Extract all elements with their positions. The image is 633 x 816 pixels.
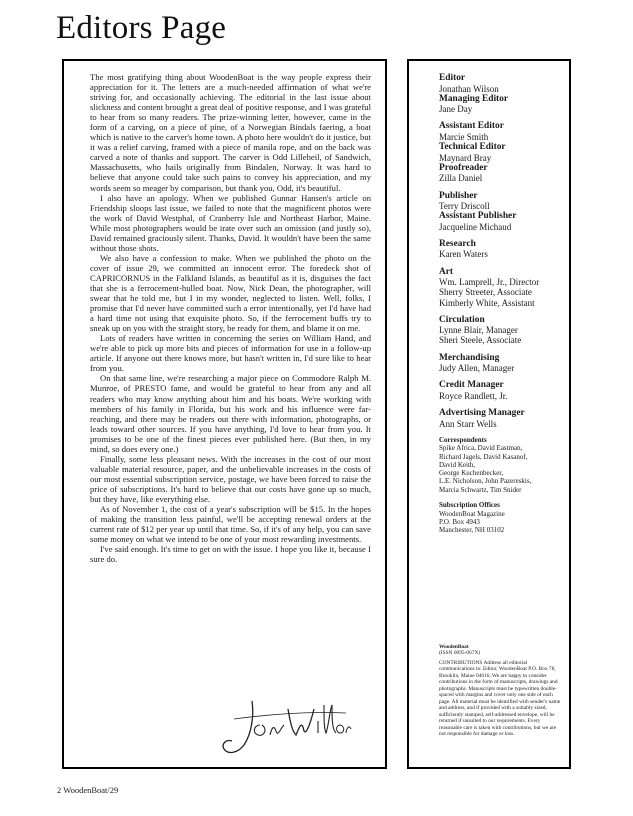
contributions-text: CONTRIBUTIONS Address all editorial communications to: Editor, WoodenBoat P.O. Box 78, Brooklin, Maine 04616. We are happy to consider contributions in the form of manuscripts, drawings and photographs. Manuscripts must be typewritten double-spaced with margins and cover only one side of each page. All material must be identified with sender's name and address, and if provided with a suitably sized, sufficiently stamped, self-addressed envelope, will be returned if unsuited to our requirements. Every reasonable care is taken with contributions, but we are not responsible for damage or loss. <box>439 659 561 738</box>
signature-image <box>214 695 354 759</box>
masthead-name: Ann Starr Wells <box>439 418 497 429</box>
article-paragraph-3: We also have a confession to make. When we published the photo on the cover of issue 29, we committed an innocent error. The foredeck shot of CAPRICORNUS in the Falkland Islands, as beautiful as it is, disguises the fact that she is a ferrocement-hulled boat. Now, Nick Dean, the photographer, will swear that he told me, but I in my wonder, neglected to listen. Well, folks, I promise that I'd never have committed such a error intentionally, yet I'd have had a hard time not using that exquisite photo. So, if the ferrocement buffs try to sneak up on you with the straight story, be ready for them, and blame it on me. <box>90 252 371 334</box>
article-paragraph-1: The most gratifying thing about WoodenBoat is the way people express their appreciation for it. The letters are a much-needed affirmation of what we're striving for, and occasionally achieving. The editorial in the last issue about slickness and content brought a great deal of positive response, and I was grateful to hear from so many readers. The prize-winning letter, however, came in the form of a carving, on a piece of pine, of a Norwegian Bindals faering, a boat which is native to the carver's home town. A photo here wouldn't do it justice, but it was a relief carving, framed with a piece of manila rope, and on the back was carved a note of thanks and support. The carver is Odd Lilleheil, of Sandwich, Massachusetts, who hails originally from Bindalen, Norway. It was hard to believe that anyone could take such pains to convey his appreciation, and my words seem so meager by comparison, but thank you, Odd, it's beautiful. <box>90 72 371 193</box>
masthead-editorial-staff <box>439 121 559 183</box>
masthead-art <box>439 267 559 308</box>
subscription-block <box>439 501 559 534</box>
subscription-title: Subscription Offices <box>439 501 500 510</box>
masthead-title-assistant-editor: Assistant Editor <box>439 121 504 132</box>
article-paragraph-8: I've said enough. It's time to get on with the issue. I hope you like it, because I sure do. <box>90 544 371 565</box>
masthead-title-art: Art <box>439 266 454 277</box>
article-paragraph-7: As of November 1, the cost of a year's subscription will be $15. In the hopes of making the transition less painful, we'll be accepting renewal orders at the current rate of $12 per year up until that time. So, if it's of any help, you can save some money on what we intend to be one of your most rewarding investments. <box>90 504 371 545</box>
masthead-title-proofreader: Proofreader <box>439 162 488 173</box>
issn-number: (ISSN 0095-067X) <box>439 650 481 657</box>
article-paragraph-4: Lots of readers have written in concerning the series on William Hand, and we're able to pick up more bits and pieces of information for use in a follow-up article. If anyone out there knows more, but hasn't written in, I'd sure like to hear from you. <box>90 333 371 374</box>
correspondent-line: Richard Jagels, David Kasanof, <box>439 452 528 461</box>
masthead-column <box>407 59 571 769</box>
subscription-line: P.O. Box 4943 <box>439 517 480 526</box>
masthead-title-technical-editor: Technical Editor <box>439 142 506 153</box>
masthead-name: Lynne Blair, Manager <box>439 325 518 336</box>
subscription-line: Manchester, NH 03102 <box>439 526 505 535</box>
masthead-title-merchandising: Merchandising <box>439 352 500 363</box>
masthead-merchandising <box>439 353 559 374</box>
masthead-name: Zilla Daniel <box>439 173 483 184</box>
correspondent-line: Spike Africa, David Eastman, <box>439 444 523 453</box>
masthead-title-editor: Editor <box>439 73 466 83</box>
correspondent-line: L.E. Nicholson, John Pazereskis, <box>439 477 532 486</box>
masthead-advertising <box>439 408 559 429</box>
masthead-name: Marcie Smith <box>439 131 489 142</box>
masthead-credit <box>439 380 559 401</box>
masthead-title-managing-editor: Managing Editor <box>439 93 509 104</box>
correspondent-line: George Kuchenbecker, <box>439 469 504 478</box>
article-paragraph-6: Finally, some less pleasant news. With the increases in the cost of our most valuable material resource, paper, and the unbelievable increases in the costs of our most essential subscription service, postage, we have been forced to raise the price of subscriptions. It's hard to believe that our costs have gone up so much, but they have, like everything else. <box>90 453 371 504</box>
page-folio: 2 WoodenBoat/29 <box>57 785 119 795</box>
masthead-title-credit-manager: Credit Manager <box>439 380 504 391</box>
masthead-title-publisher: Publisher <box>439 190 478 201</box>
masthead-name: Maynard Bray <box>439 152 492 163</box>
masthead-publishing <box>439 191 559 232</box>
editorial-column <box>62 59 387 769</box>
masthead-name: Judy Allen, Manager <box>439 363 515 374</box>
masthead-circulation <box>439 315 559 346</box>
correspondent-line: David Keith, <box>439 460 476 469</box>
masthead-title-circulation: Circulation <box>439 314 485 325</box>
masthead-name: Jane Day <box>439 104 473 115</box>
masthead-name: Sheri Steele, Associate <box>439 335 522 346</box>
article-paragraph-5: On that same line, we're researching a major piece on Commodore Ralph M. Munroe, of PRESTO fame, and would be grateful to hear from any and all readers who may know anything about him and his boats. We're working with members of his family in Florida, but his work and his influence were far-reaching, and there may be readers out there with information, photographs, or leads toward other sources. If you have anything, I'd love to hear from you. It promises to be one of the finest pieces ever published here. (But then, in my mind, so does every one.) <box>90 373 371 454</box>
masthead-name: Kimberly White, Assistant <box>439 297 535 308</box>
page-title: Editors Page <box>56 10 227 46</box>
contributions-notice <box>439 644 563 738</box>
masthead-title-advertising-manager: Advertising Manager <box>439 408 525 419</box>
correspondents-block <box>439 436 559 494</box>
masthead-title-assistant-publisher: Assistant Publisher <box>439 211 517 222</box>
masthead-name: Jonathan Wilson <box>439 83 499 94</box>
correspondents-title: Correspondents <box>439 435 487 444</box>
masthead-name: Terry Driscoll <box>439 201 490 212</box>
masthead-research <box>439 239 559 260</box>
article-paragraph-2: I also have an apology. When we published Gunnar Hansen's article on Friendship sloops last issue, we failed to note that the magnificent photos were the work of David Westphal, of Cranberry Isle and Northeast Harbor, Maine. While most photographers would be irate over such an omission (and justly so), David remained graciously silent. Thanks, David. It wouldn't have been the same without those shots. <box>90 192 371 253</box>
masthead-editors <box>439 73 559 114</box>
fine-print-title: WoodenBoat <box>439 644 469 650</box>
masthead-name: Karen Waters <box>439 249 488 260</box>
masthead-name: Royce Randlett, Jr. <box>439 390 508 401</box>
correspondent-line: Marcia Schwartz, Tim Snider <box>439 485 522 494</box>
masthead-name: Sherry Streeter, Associate <box>439 287 532 298</box>
subscription-line: WoodenBoat Magazine <box>439 509 505 518</box>
masthead-title-research: Research <box>439 238 476 249</box>
masthead-name: Wm. Lamprell, Jr., Director <box>439 277 540 288</box>
masthead-name: Jacqueline Michaud <box>439 221 512 232</box>
